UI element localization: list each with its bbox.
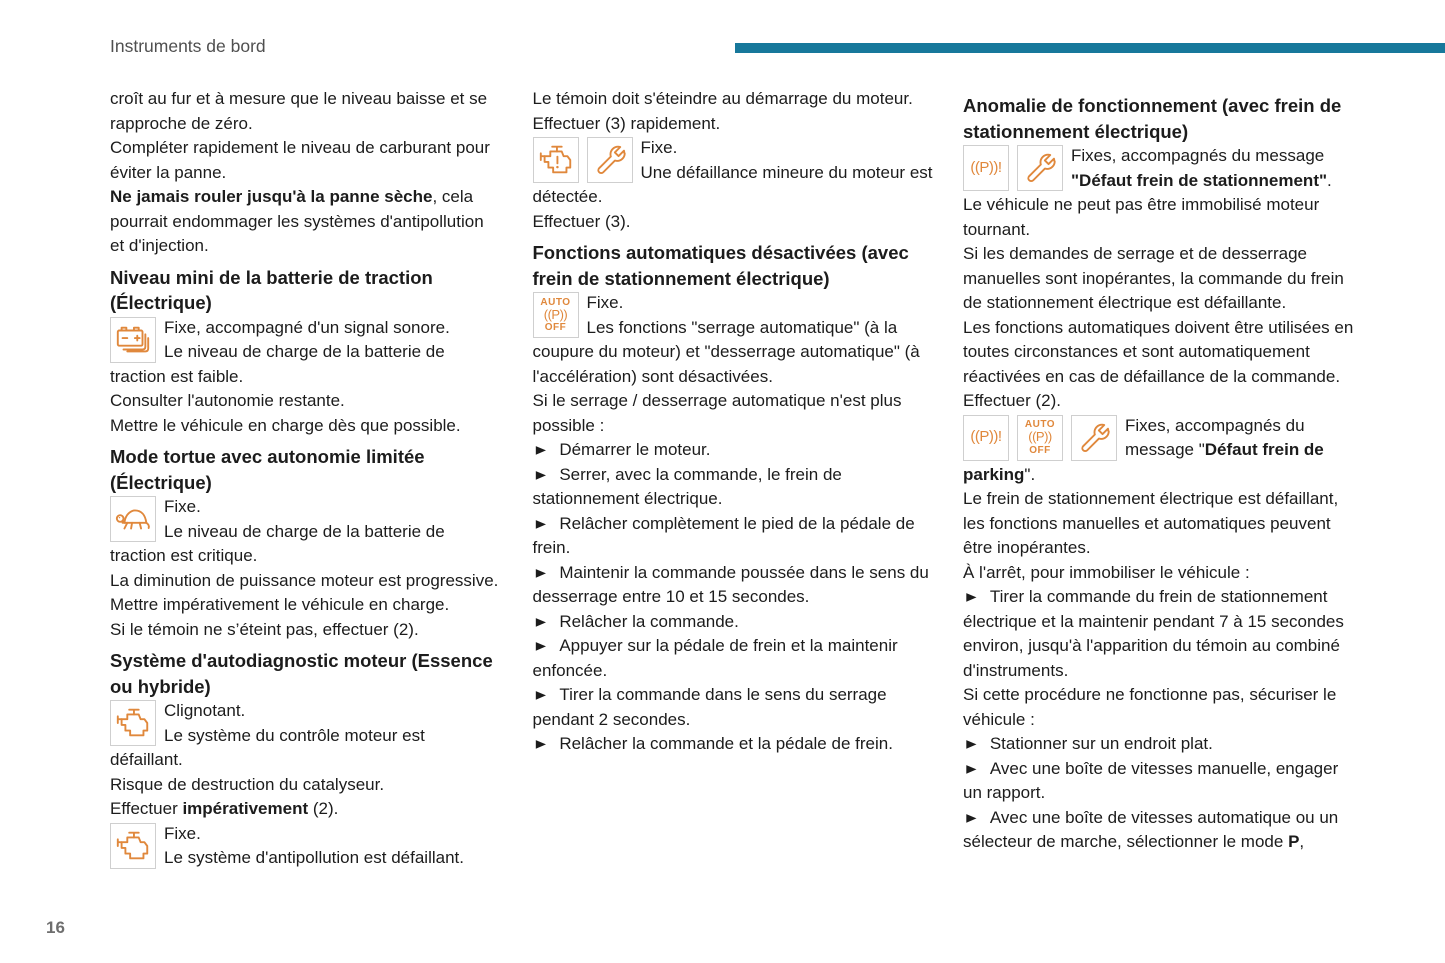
auto-park-off-icon: AUTO ((P)) OFF bbox=[1017, 415, 1063, 461]
bullet-arrow: ► bbox=[532, 686, 550, 703]
text-run: , bbox=[1299, 832, 1305, 851]
text-run: Consulter l'autonomie restante. bbox=[110, 391, 345, 410]
text-run: Le véhicule ne peut pas être immobilisé moteur tournant. bbox=[963, 195, 1320, 239]
text-run: (2). bbox=[308, 799, 339, 818]
page-number: 16 bbox=[46, 918, 65, 937]
bullet-arrow: ► bbox=[963, 588, 980, 605]
bullet-arrow: ► bbox=[532, 735, 550, 752]
text-run: Le témoin doit s'éteindre au démarrage du moteur. bbox=[532, 89, 913, 108]
text-run: Stationner sur un endroit plat. bbox=[989, 734, 1213, 753]
engine-icon bbox=[110, 700, 156, 746]
bullet-arrow: ► bbox=[532, 564, 550, 581]
bullet-arrow: ► bbox=[963, 809, 980, 826]
text-run: Le frein de stationnement électrique est défaillant, les fonctions manuelles et automatiques peuvent être inopérantes. bbox=[963, 489, 1339, 557]
text-run: Tirer la commande dans le sens du serrage pendant 2 secondes. bbox=[532, 685, 887, 729]
paragraph bbox=[533, 112, 933, 137]
bold-text-run: impérativement bbox=[182, 799, 309, 818]
warning-lamp-block bbox=[110, 316, 502, 390]
text-run: Compléter rapidement le niveau de carburant pour éviter la panne. bbox=[110, 138, 490, 182]
section-heading bbox=[110, 265, 502, 316]
text-run: Relâcher la commande et la pédale de frein. bbox=[559, 734, 893, 753]
text-run: Relâcher complètement le pied de la pédale de frein. bbox=[532, 513, 915, 557]
warning-lamp-block bbox=[963, 414, 1355, 488]
text-run: Fonctions automatiques désactivées (avec frein de stationnement électrique) bbox=[532, 242, 909, 289]
bold-text-run: "Défaut frein de stationnement" bbox=[1071, 170, 1328, 190]
paragraph bbox=[110, 389, 502, 414]
text-run: Fixe. bbox=[164, 497, 201, 516]
text-run: ". bbox=[1024, 464, 1036, 484]
text-run: Appuyer sur la pédale de frein et la maintenir enfoncée. bbox=[532, 636, 898, 680]
paragraph bbox=[963, 487, 1355, 561]
header-accent-bar bbox=[735, 43, 1445, 53]
bullet-arrow: ► bbox=[532, 466, 550, 483]
text-run: Le niveau de charge de la batterie de traction est critique. bbox=[110, 521, 445, 565]
warning-lamp-block bbox=[110, 822, 502, 871]
instruction-bullet bbox=[533, 683, 933, 732]
bullet-arrow: ► bbox=[532, 637, 550, 654]
text-run: Mode tortue avec autonomie limitée (Électrique) bbox=[110, 446, 425, 493]
bold-text-run: Ne jamais rouler jusqu'à la panne sèche bbox=[110, 187, 433, 206]
paragraph bbox=[963, 683, 1355, 732]
text-run: Une défaillance mineure du moteur est détectée. bbox=[532, 162, 933, 206]
bullet-arrow: ► bbox=[532, 515, 550, 532]
wrench-icon bbox=[1071, 415, 1117, 461]
paragraph bbox=[110, 773, 502, 798]
parking-brake-fault-icon: ((P))! bbox=[963, 415, 1009, 461]
bullet-arrow: ► bbox=[963, 735, 980, 752]
instruction-bullet bbox=[533, 438, 933, 463]
instruction-bullet bbox=[533, 634, 933, 683]
wrench-icon bbox=[587, 137, 633, 183]
bullet-arrow: ► bbox=[532, 613, 550, 630]
instruction-bullet bbox=[963, 585, 1355, 683]
text-run: Tirer la commande du frein de stationnement électrique et la maintenir pendant 7 à 15 secondes environ, jusqu'à l'apparition du témoin au combiné d'instruments. bbox=[963, 587, 1344, 680]
paragraph bbox=[110, 414, 502, 439]
text-run: Relâcher la commande. bbox=[559, 611, 739, 631]
text-run: Si cette procédure ne fonctionne pas, sécuriser le véhicule : bbox=[963, 685, 1337, 729]
instruction-bullet bbox=[963, 757, 1355, 806]
text-run: À l'arrêt, pour immobiliser le véhicule : bbox=[963, 562, 1250, 582]
paragraph bbox=[110, 618, 502, 643]
paragraph bbox=[110, 185, 502, 259]
text-run: Si le serrage / desserrage automatique n'est plus possible : bbox=[532, 391, 902, 435]
text-run: Système d'autodiagnostic moteur (Essence ou hybride) bbox=[110, 650, 493, 697]
text-run: Effectuer (3) rapidement. bbox=[532, 113, 721, 133]
text-run: Anomalie de fonctionnement (avec frein de stationnement électrique) bbox=[963, 95, 1342, 142]
paragraph bbox=[533, 210, 933, 235]
paragraph bbox=[963, 242, 1355, 316]
text-run: Effectuer (3). bbox=[532, 211, 631, 231]
text-run: Le système d'antipollution est défaillant. bbox=[164, 848, 464, 867]
warning-lamp-block bbox=[533, 136, 933, 210]
warning-lamp-block bbox=[110, 495, 502, 569]
column-right bbox=[963, 87, 1355, 871]
paragraph bbox=[963, 389, 1355, 414]
text-run: croît au fur et à mesure que le niveau baisse et se rapproche de zéro. bbox=[110, 89, 488, 133]
text-run: Effectuer (2). bbox=[963, 391, 1061, 410]
warning-lamp-block bbox=[110, 699, 502, 773]
text-run: Si les demandes de serrage et de desserrage manuelles sont inopérantes, la commande du frein de stationnement électrique est défaillante. bbox=[963, 244, 1344, 312]
instruction-bullet bbox=[963, 806, 1355, 855]
page-header-title: Instruments de bord bbox=[110, 36, 266, 56]
bullet-arrow: ► bbox=[963, 760, 980, 777]
bullet-arrow: ► bbox=[532, 441, 550, 458]
text-run: Niveau mini de la batterie de traction (Électrique) bbox=[110, 266, 433, 313]
text-run: La diminution de puissance moteur est progressive. bbox=[110, 570, 499, 590]
column-left bbox=[110, 87, 502, 871]
text-run: Si le témoin ne s’éteint pas, effectuer (2). bbox=[110, 619, 419, 639]
instruction-bullet bbox=[533, 610, 933, 635]
parking-brake-fault-icon: ((P))! bbox=[963, 145, 1009, 191]
section-heading bbox=[110, 444, 502, 495]
auto-park-off-icon: AUTO ((P)) OFF bbox=[533, 292, 579, 338]
paragraph bbox=[110, 87, 502, 136]
paragraph bbox=[110, 569, 502, 594]
bold-text-run: Défaut frein de parking bbox=[963, 440, 1324, 484]
warning-lamp-block bbox=[963, 144, 1355, 193]
text-run: Serrer, avec la commande, le frein de stationnement électrique. bbox=[532, 464, 842, 508]
text-run: Le système du contrôle moteur est défaillant. bbox=[110, 725, 425, 769]
section-heading bbox=[963, 93, 1355, 144]
text-run: . bbox=[1327, 170, 1332, 190]
paragraph bbox=[110, 593, 502, 618]
text-run: Les fonctions automatiques doivent être utilisées en toutes circonstances et sont automatiquement réactivées en cas de défaillance de la commande. bbox=[963, 317, 1354, 386]
section-heading bbox=[533, 240, 933, 291]
text-run: Fixes, accompagnés du message " bbox=[1125, 415, 1305, 459]
text-run: Fixe, accompagné d'un signal sonore. bbox=[164, 317, 450, 337]
section-heading bbox=[110, 648, 502, 699]
text-run: , cela pourrait endommager les systèmes d'antipollution et d'injection. bbox=[110, 187, 484, 255]
engine-icon bbox=[110, 823, 156, 869]
paragraph bbox=[533, 87, 933, 112]
text-run: Fixe. bbox=[640, 138, 678, 157]
text-run: Avec une boîte de vitesses manuelle, engager un rapport. bbox=[963, 758, 1339, 802]
instruction-bullet bbox=[533, 463, 933, 512]
text-run: Avec une boîte de vitesses automatique ou un sélecteur de marche, sélectionner le mode bbox=[963, 807, 1339, 851]
paragraph bbox=[963, 316, 1355, 390]
instruction-bullet bbox=[533, 732, 933, 757]
instruction-bullet bbox=[963, 732, 1355, 757]
text-run: Clignotant. bbox=[164, 701, 246, 720]
text-run: Effectuer bbox=[110, 799, 183, 818]
text-run: Le niveau de charge de la batterie de traction est faible. bbox=[110, 342, 445, 386]
paragraph bbox=[963, 561, 1355, 586]
text-run: Fixe. bbox=[164, 823, 201, 843]
text-run: Fixes, accompagnés du message bbox=[1071, 146, 1325, 165]
warning-lamp-block bbox=[533, 291, 933, 389]
turtle-icon bbox=[110, 496, 156, 542]
paragraph bbox=[533, 389, 933, 438]
text-run: Mettre impérativement le véhicule en charge. bbox=[110, 595, 450, 614]
column-middle bbox=[533, 87, 933, 871]
page-content bbox=[110, 87, 1355, 871]
text-run: Risque de destruction du catalyseur. bbox=[110, 774, 385, 794]
paragraph bbox=[110, 797, 502, 822]
text-run: Les fonctions "serrage automatique" (à la coupure du moteur) et "desserrage automatique" (à l'accélération) sont désactivées. bbox=[532, 317, 920, 386]
text-run: Maintenir la commande poussée dans le sens du desserrage entre 10 et 15 secondes. bbox=[532, 562, 929, 606]
wrench-icon bbox=[1017, 145, 1063, 191]
text-run: Mettre le véhicule en charge dès que possible. bbox=[110, 415, 461, 435]
bold-text-run: P bbox=[1288, 832, 1300, 851]
traction-battery-icon bbox=[110, 317, 156, 363]
text-run: Démarrer le moteur. bbox=[559, 440, 711, 459]
engine-warning-icon bbox=[533, 137, 579, 183]
instruction-bullet bbox=[533, 561, 933, 610]
paragraph bbox=[110, 136, 502, 185]
instruction-bullet bbox=[533, 512, 933, 561]
text-run: Fixe. bbox=[586, 293, 624, 312]
paragraph bbox=[963, 193, 1355, 242]
